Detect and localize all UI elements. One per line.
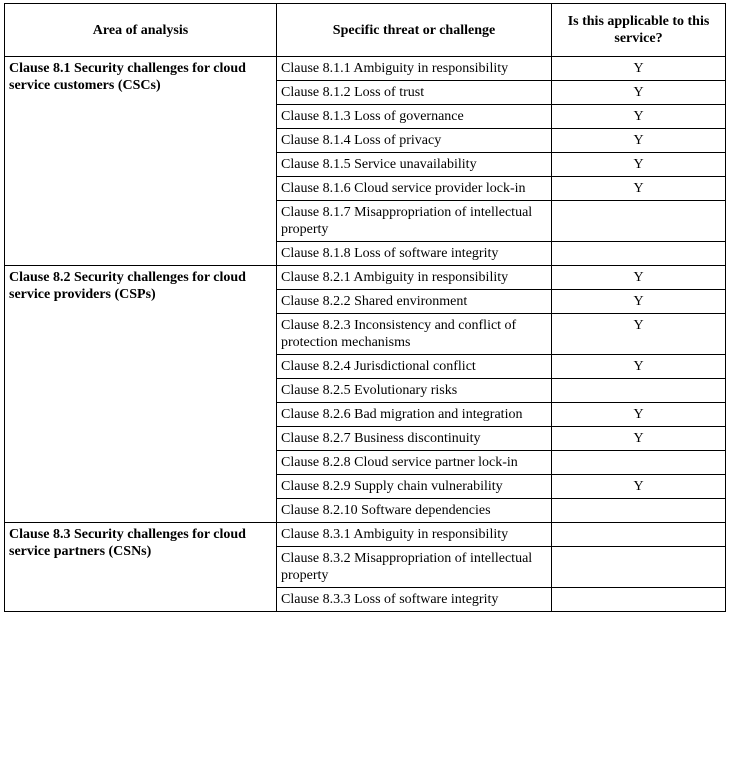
header-threat: Specific threat or challenge xyxy=(277,4,552,57)
threat-cell: Clause 8.2.5 Evolutionary risks xyxy=(277,379,552,403)
threat-cell: Clause 8.1.8 Loss of software integrity xyxy=(277,242,552,266)
threat-cell: Clause 8.3.1 Ambiguity in responsibility xyxy=(277,523,552,547)
threat-cell: Clause 8.1.3 Loss of governance xyxy=(277,105,552,129)
area-of-analysis-cell: Clause 8.3 Security challenges for cloud service partners (CSNs) xyxy=(5,523,277,612)
applicable-cell: Y xyxy=(552,153,726,177)
table-body xyxy=(5,57,726,612)
threat-cell: Clause 8.2.6 Bad migration and integration xyxy=(277,403,552,427)
applicable-cell xyxy=(552,547,726,588)
applicable-cell: Y xyxy=(552,129,726,153)
applicable-cell: Y xyxy=(552,475,726,499)
threat-cell: Clause 8.2.4 Jurisdictional conflict xyxy=(277,355,552,379)
threat-applicability-table xyxy=(4,3,726,612)
table-row xyxy=(5,523,726,547)
applicable-cell xyxy=(552,499,726,523)
threat-cell: Clause 8.2.9 Supply chain vulnerability xyxy=(277,475,552,499)
applicable-cell: Y xyxy=(552,81,726,105)
threat-cell: Clause 8.2.1 Ambiguity in responsibility xyxy=(277,266,552,290)
applicable-cell xyxy=(552,242,726,266)
table-row xyxy=(5,57,726,81)
threat-cell: Clause 8.3.3 Loss of software integrity xyxy=(277,588,552,612)
threat-cell: Clause 8.2.3 Inconsistency and conflict of protection mechanisms xyxy=(277,314,552,355)
threat-cell: Clause 8.2.2 Shared environment xyxy=(277,290,552,314)
header-row xyxy=(5,4,726,57)
area-of-analysis-cell: Clause 8.2 Security challenges for cloud service providers (CSPs) xyxy=(5,266,277,523)
threat-cell: Clause 8.1.4 Loss of privacy xyxy=(277,129,552,153)
threat-cell: Clause 8.1.7 Misappropriation of intellectual property xyxy=(277,201,552,242)
header-area: Area of analysis xyxy=(5,4,277,57)
threat-cell: Clause 8.1.6 Cloud service provider lock-in xyxy=(277,177,552,201)
threat-cell: Clause 8.2.7 Business discontinuity xyxy=(277,427,552,451)
applicable-cell xyxy=(552,201,726,242)
applicable-cell: Y xyxy=(552,427,726,451)
applicable-cell xyxy=(552,523,726,547)
table-row xyxy=(5,266,726,290)
applicable-cell: Y xyxy=(552,355,726,379)
threat-cell: Clause 8.1.5 Service unavailability xyxy=(277,153,552,177)
applicable-cell xyxy=(552,451,726,475)
applicable-cell: Y xyxy=(552,314,726,355)
threat-cell: Clause 8.3.2 Misappropriation of intellectual property xyxy=(277,547,552,588)
applicable-cell xyxy=(552,379,726,403)
threat-cell: Clause 8.1.2 Loss of trust xyxy=(277,81,552,105)
applicable-cell: Y xyxy=(552,177,726,201)
threat-cell: Clause 8.2.8 Cloud service partner lock-in xyxy=(277,451,552,475)
applicable-cell: Y xyxy=(552,105,726,129)
area-of-analysis-cell: Clause 8.1 Security challenges for cloud service customers (CSCs) xyxy=(5,57,277,266)
applicable-cell xyxy=(552,588,726,612)
applicable-cell: Y xyxy=(552,290,726,314)
applicable-cell: Y xyxy=(552,57,726,81)
threat-cell: Clause 8.1.1 Ambiguity in responsibility xyxy=(277,57,552,81)
applicable-cell: Y xyxy=(552,403,726,427)
header-applicable: Is this applicable to this service? xyxy=(552,4,726,57)
threat-cell: Clause 8.2.10 Software dependencies xyxy=(277,499,552,523)
applicable-cell: Y xyxy=(552,266,726,290)
